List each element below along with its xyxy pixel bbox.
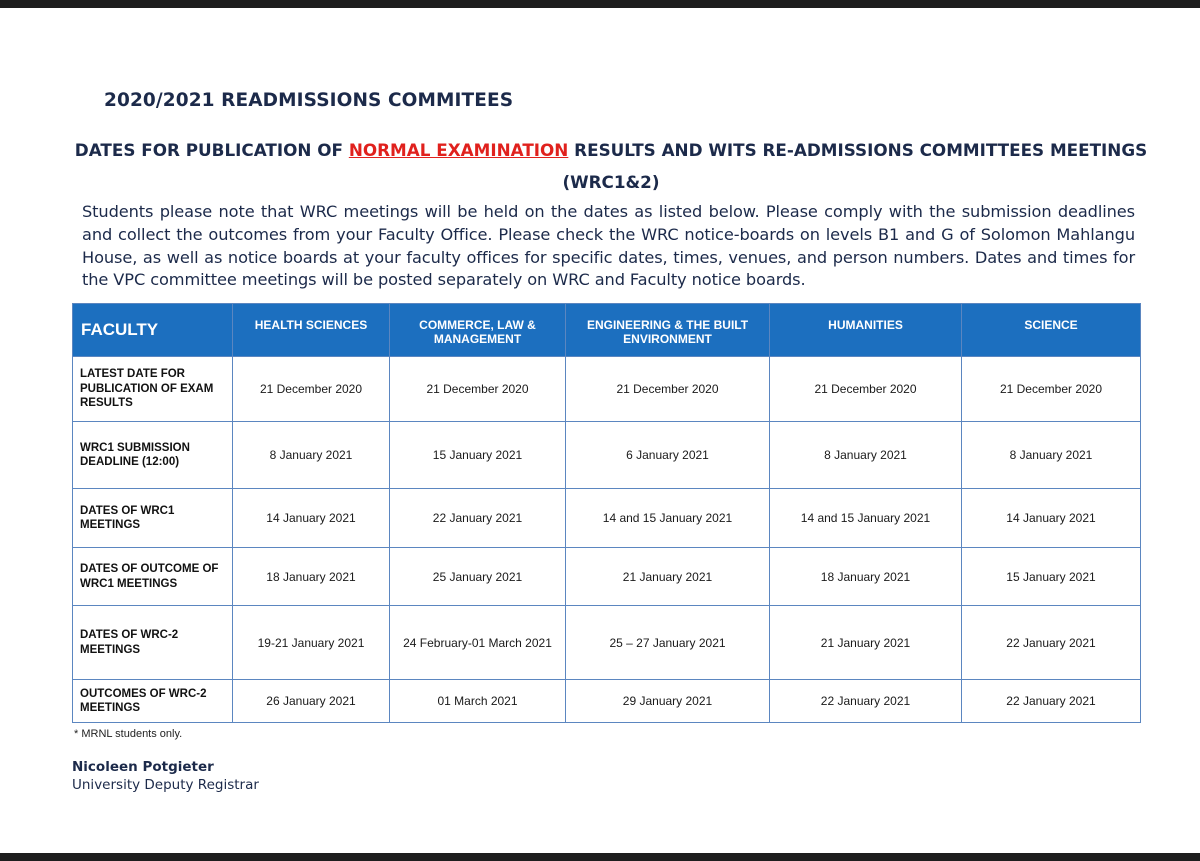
table-row bbox=[73, 606, 1141, 680]
footnote: * MRNL students only. bbox=[74, 728, 183, 740]
table-cell: 8 January 2021 bbox=[962, 422, 1141, 489]
table-cell: 14 and 15 January 2021 bbox=[770, 489, 962, 548]
schedule-table bbox=[72, 303, 1141, 723]
table-header-row bbox=[73, 304, 1141, 357]
table-body bbox=[73, 357, 1141, 723]
table-cell: 6 January 2021 bbox=[566, 422, 770, 489]
table-cell: 18 January 2021 bbox=[770, 548, 962, 606]
table-row bbox=[73, 489, 1141, 548]
signatory-name: Nicoleen Potgieter bbox=[72, 759, 214, 775]
row-label: DATES OF OUTCOME OF WRC1 MEETINGS bbox=[73, 548, 233, 606]
table-cell: 14 and 15 January 2021 bbox=[566, 489, 770, 548]
subtitle-line2: (WRC1&2) bbox=[562, 172, 660, 192]
table-cell: 24 February-01 March 2021 bbox=[390, 606, 566, 680]
subtitle-prefix: DATES FOR PUBLICATION OF bbox=[74, 140, 349, 160]
table-cell: 26 January 2021 bbox=[233, 680, 390, 723]
column-header-commerce: COMMERCE, LAW & MANAGEMENT bbox=[390, 304, 566, 357]
row-label: OUTCOMES OF WRC-2 MEETINGS bbox=[73, 680, 233, 723]
subtitle-suffix: RESULTS AND WITS RE-ADMISSIONS COMMITTEES MEETINGS bbox=[568, 140, 1148, 160]
table-cell: 19-21 January 2021 bbox=[233, 606, 390, 680]
table-cell: 21 January 2021 bbox=[566, 548, 770, 606]
table-cell: 21 January 2021 bbox=[770, 606, 962, 680]
faculty-corner-header: FACULTY bbox=[73, 304, 233, 357]
table-cell: 29 January 2021 bbox=[566, 680, 770, 723]
table-row bbox=[73, 422, 1141, 489]
table-cell: 25 – 27 January 2021 bbox=[566, 606, 770, 680]
table-cell: 01 March 2021 bbox=[390, 680, 566, 723]
table-cell: 21 December 2020 bbox=[390, 357, 566, 422]
table-cell: 8 January 2021 bbox=[770, 422, 962, 489]
table-cell: 22 January 2021 bbox=[962, 606, 1141, 680]
row-label: DATES OF WRC-2 MEETINGS bbox=[73, 606, 233, 680]
column-header-health-sciences: HEALTH SCIENCES bbox=[233, 304, 390, 357]
table-row bbox=[73, 357, 1141, 422]
table-cell: 21 December 2020 bbox=[233, 357, 390, 422]
table-cell: 22 January 2021 bbox=[770, 680, 962, 723]
column-header-science: SCIENCE bbox=[962, 304, 1141, 357]
row-label: LATEST DATE FOR PUBLICATION OF EXAM RESULTS bbox=[73, 357, 233, 422]
table-cell: 22 January 2021 bbox=[390, 489, 566, 548]
table-row bbox=[73, 548, 1141, 606]
subtitle-highlight: NORMAL EXAMINATION bbox=[348, 140, 569, 160]
column-header-humanities: HUMANITIES bbox=[770, 304, 962, 357]
table-cell: 22 January 2021 bbox=[962, 680, 1141, 723]
intro-paragraph: Students please note that WRC meetings will be held on the dates as listed below. Please comply with the submission deadlines and collect the outcomes from your Faculty Office. Please check the WRC notice-boards on levels B1 and G of Solomon Mahlangu House, as well as notice boards at your faculty offices for specific dates, times, venues, and person numbers. Dates and times for the VPC committee meetings will be posted separately on WRC and Faculty notice boards. bbox=[82, 202, 1135, 290]
document-page bbox=[0, 8, 1200, 853]
table-row bbox=[73, 680, 1141, 723]
table-cell: 21 December 2020 bbox=[770, 357, 962, 422]
table-cell: 15 January 2021 bbox=[962, 548, 1141, 606]
row-label: WRC1 SUBMISSION DEADLINE (12:00) bbox=[73, 422, 233, 489]
table-cell: 21 December 2020 bbox=[566, 357, 770, 422]
table-cell: 18 January 2021 bbox=[233, 548, 390, 606]
column-header-engineering: ENGINEERING & THE BUILT ENVIRONMENT bbox=[566, 304, 770, 357]
document-title: 2020/2021 READMISSIONS COMMITEES bbox=[104, 90, 514, 111]
row-label: DATES OF WRC1 MEETINGS bbox=[73, 489, 233, 548]
table-cell: 14 January 2021 bbox=[962, 489, 1141, 548]
table-cell: 14 January 2021 bbox=[233, 489, 390, 548]
signatory-role: University Deputy Registrar bbox=[72, 777, 259, 793]
table-cell: 21 December 2020 bbox=[962, 357, 1141, 422]
table-cell: 15 January 2021 bbox=[390, 422, 566, 489]
table-cell: 8 January 2021 bbox=[233, 422, 390, 489]
document-subtitle bbox=[0, 134, 1200, 198]
table-cell: 25 January 2021 bbox=[390, 548, 566, 606]
